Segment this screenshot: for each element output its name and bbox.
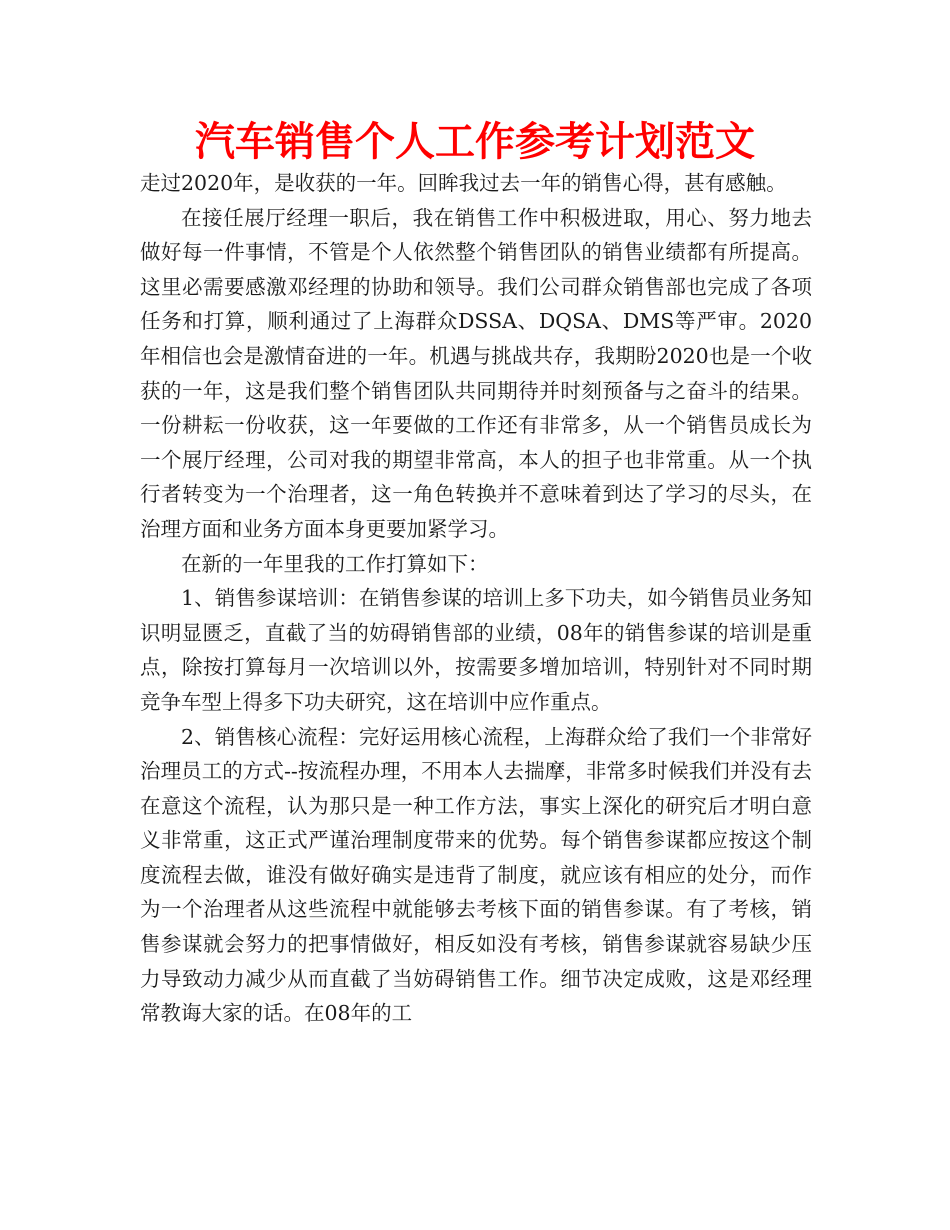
paragraph-plan-heading: 在新的一年里我的工作打算如下： xyxy=(181,551,489,576)
paragraph-review: 在接任展厅经理一职后，我在销售工作中积极进取，用心、努力地去做好每一件事情，不管是个人依然整个销售团队的销售业绩都有所提高。这里必需要感激邓经理的协助和领导。我们公司群众销售部也完成了各项任务和打算，顺利通过了上海群众DSSA、DQSA、DMS等严审。2020年相信也会是激情奋进的一年。机遇与挑战共存，我期盼2020也是一个收获的一年，这是我们整个销售团队共同期待并时刻预备与之奋斗的结果。一份耕耘一份收获，这一年要做的工作还有非常多，从一个销售员成长为一个展厅经理，公司对我的期望非常高，本人的担子也非常重。从一个执行者转变为一个治理者，这一角色转换并不意味着到达了学习的尽头，在治理方面和业务方面本身更要加紧学习。 xyxy=(140,205,812,541)
document-title: 汽车销售个人工作参考计划范文 xyxy=(195,119,755,165)
paragraph-plan-item-1: 1、销售参谋培训：在销售参谋的培训上多下功夫，如今销售员业务知识明显匮乏，直截了当的妨碍销售部的业绩，08年的销售参谋的培训是重点，除按打算每月一次培训以外，按需要多增加培训，特别针对不同时期竞争车型上得多下功夫研究，这在培训中应作重点。 xyxy=(140,586,812,714)
document-body xyxy=(140,166,812,1031)
paragraph-intro: 走过2020年，是收获的一年。回眸我过去一年的销售心得，甚有感触。 xyxy=(140,171,787,195)
paragraph-plan-item-2: 2、销售核心流程：完好运用核心流程，上海群众给了我们一个非常好治理员工的方式--按流程办理，不用本人去揣摩，非常多时候我们并没有去在意这个流程，认为那只是一种工作方法，事实上深化的研究后才明白意义非常重，这正式严谨治理制度带来的优势。每个销售参谋都应按这个制度流程去做，谁没有做好确实是违背了制度，就应该有相应的处分，而作为一个治理者从这些流程中就能够去考核下面的销售参谋。有了考核，销售参谋就会努力的把事情做好，相反如没有考核，销售参谋就容易缺少压力导致动力减少从而直截了当妨碍销售工作。细节决定成败，这是邓经理常教诲大家的话。在08年的工 xyxy=(140,724,812,1026)
